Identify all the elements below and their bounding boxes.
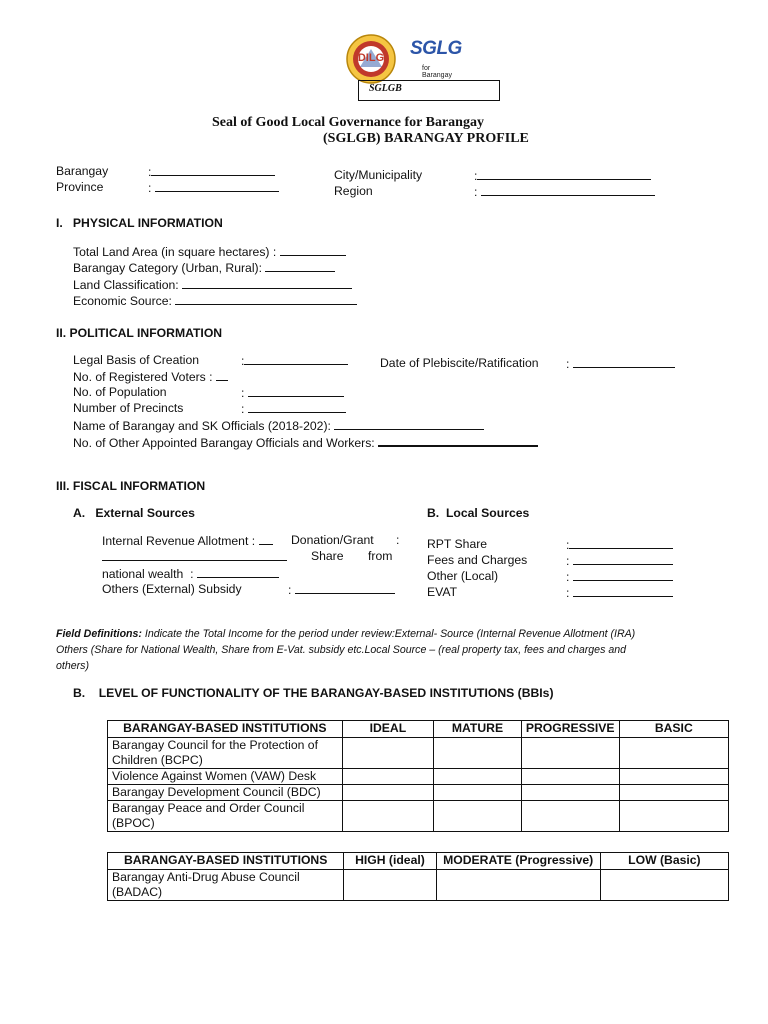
column-header: BARANGAY-BASED INSTITUTIONS (108, 721, 343, 738)
dilg-logo-text: DILG (357, 52, 385, 64)
document-title-line1: Seal of Good Local Governance for Barangay (212, 115, 484, 130)
dilg-logo (346, 34, 396, 84)
rating-cell[interactable] (619, 785, 728, 801)
rating-cell[interactable] (619, 738, 728, 769)
rating-cell[interactable] (521, 801, 619, 832)
rating-cell[interactable] (342, 785, 434, 801)
from-label: from (368, 549, 393, 563)
rating-cell[interactable] (342, 769, 434, 785)
badac-functionality-table (107, 852, 729, 901)
institution-name-cell: Barangay Council for the Protection of Children (BCPC) (108, 738, 343, 769)
rating-cell[interactable] (434, 738, 522, 769)
plebiscite-label: Date of Plebiscite/Ratification (380, 356, 539, 370)
sglg-logo-text: SGLG (410, 38, 462, 59)
evat-value[interactable]: : (566, 585, 673, 601)
legal-basis-label: Legal Basis of Creation (73, 353, 200, 367)
barangay-field[interactable] (56, 164, 108, 179)
sglgb-tag-text: SGLGB (369, 83, 402, 94)
column-header: BARANGAY-BASED INSTITUTIONS (108, 853, 344, 870)
field-definitions-line1: Field Definitions: Indicate the Total Income for the period under review:External- Source (Internal Revenue Allotment (IRA) (56, 628, 636, 640)
rpt-share-label: RPT Share (427, 537, 488, 551)
province-value[interactable]: : (148, 180, 279, 196)
document-title-line2: (SGLGB) BARANGAY PROFILE (323, 131, 529, 146)
region-label: Region (334, 184, 373, 198)
rating-cell[interactable] (344, 870, 436, 901)
physical-info-heading: I. PHYSICAL INFORMATION (56, 216, 223, 230)
field-definitions-line3: others) (56, 660, 89, 672)
appointed-officials-field[interactable]: No. of Other Appointed Barangay Officials and Workers: (73, 434, 538, 451)
plebiscite-value[interactable]: : (566, 356, 675, 372)
population-label: No. of Population (73, 385, 167, 399)
economic-source-field[interactable]: Economic Source: (73, 293, 357, 309)
external-sources-heading: A. External Sources (73, 506, 195, 520)
column-header: BASIC (619, 721, 728, 738)
rpt-share-value[interactable]: : (566, 537, 673, 553)
column-header: HIGH (ideal) (344, 853, 436, 870)
rating-cell[interactable] (619, 801, 728, 832)
fiscal-info-heading: III. FISCAL INFORMATION (56, 479, 206, 493)
total-land-area-field[interactable]: Total Land Area (in square hectares) : (73, 244, 346, 260)
rating-cell[interactable] (521, 769, 619, 785)
bbi-heading: B. LEVEL OF FUNCTIONALITY OF THE BARANGAY-BASED INSTITUTIONS (BBIs) (73, 686, 554, 700)
other-local-value[interactable]: : (566, 569, 673, 585)
land-classification-field[interactable]: Land Classification: (73, 277, 352, 293)
officials-field[interactable]: Name of Barangay and SK Officials (2018-202): (73, 418, 484, 434)
rating-cell[interactable] (434, 801, 522, 832)
fees-charges-value[interactable]: : (566, 553, 673, 569)
political-info-heading: II. POLITICAL INFORMATION (56, 326, 223, 340)
province-label: Province (56, 180, 104, 194)
column-header: PROGRESSIVE (521, 721, 619, 738)
others-external-label: Others (External) Subsidy (102, 582, 242, 596)
table-row (108, 801, 729, 832)
table-row (108, 769, 729, 785)
sglgb-tag-box (358, 80, 500, 101)
table-row (108, 785, 729, 801)
rating-cell[interactable] (436, 870, 600, 901)
ira-field[interactable]: Internal Revenue Allotment : (102, 533, 273, 549)
institution-name-cell: Violence Against Women (VAW) Desk (108, 769, 343, 785)
barangay-value[interactable]: : (148, 164, 275, 180)
rating-cell[interactable] (342, 738, 434, 769)
barangay-label: Barangay (56, 164, 109, 178)
rating-cell[interactable] (521, 738, 619, 769)
others-external-value[interactable]: : (288, 582, 395, 598)
rating-cell[interactable] (434, 769, 522, 785)
barangay-category-field[interactable]: Barangay Category (Urban, Rural): (73, 260, 335, 276)
share-label: Share (311, 549, 344, 563)
rating-cell[interactable] (600, 870, 728, 901)
donation-value[interactable] (102, 549, 287, 565)
institution-name-cell: Barangay Peace and Order Council (BPOC) (108, 801, 343, 832)
institution-name-cell: Barangay Anti-Drug Abuse Council (BADAC) (108, 870, 344, 901)
population-value[interactable]: : (241, 385, 344, 401)
province-field[interactable] (56, 180, 103, 195)
fees-charges-label: Fees and Charges (427, 553, 528, 567)
rating-cell[interactable] (434, 785, 522, 801)
table-header-row (108, 721, 729, 738)
precincts-label: Number of Precincts (73, 401, 184, 415)
rating-cell[interactable] (521, 785, 619, 801)
column-header: MODERATE (Progressive) (436, 853, 600, 870)
precincts-value[interactable]: : (241, 401, 346, 417)
city-municipality-value[interactable]: : (474, 168, 651, 184)
rating-cell[interactable] (342, 801, 434, 832)
column-header: IDEAL (342, 721, 434, 738)
field-definitions-label: Field Definitions: (56, 628, 142, 640)
city-municipality-label: City/Municipality (334, 168, 423, 182)
donation-label: Donation/Grant (291, 533, 374, 547)
donation-colon: : (396, 533, 400, 547)
national-wealth-field[interactable]: national wealth : (102, 566, 279, 582)
field-definitions-line2: Others (Share for National Wealth, Share from E-Vat. subsidy etc.Local Source – (real property tax, fees and charges and (56, 644, 626, 656)
sglg-logo (410, 38, 462, 80)
table-header-row (108, 853, 729, 870)
bbi-functionality-table (107, 720, 729, 832)
evat-label: EVAT (427, 585, 458, 599)
registered-voters-field[interactable]: No. of Registered Voters : (73, 369, 228, 385)
table-row (108, 870, 729, 901)
column-header: LOW (Basic) (600, 853, 728, 870)
table-row (108, 738, 729, 769)
rating-cell[interactable] (619, 769, 728, 785)
legal-basis-value[interactable]: : (241, 353, 348, 369)
local-sources-heading: B. Local Sources (427, 506, 530, 520)
other-local-label: Other (Local) (427, 569, 499, 583)
sglg-logo-subtext: for Barangay (422, 65, 452, 79)
column-header: MATURE (434, 721, 522, 738)
region-value[interactable]: : (474, 184, 655, 200)
institution-name-cell: Barangay Development Council (BDC) (108, 785, 343, 801)
